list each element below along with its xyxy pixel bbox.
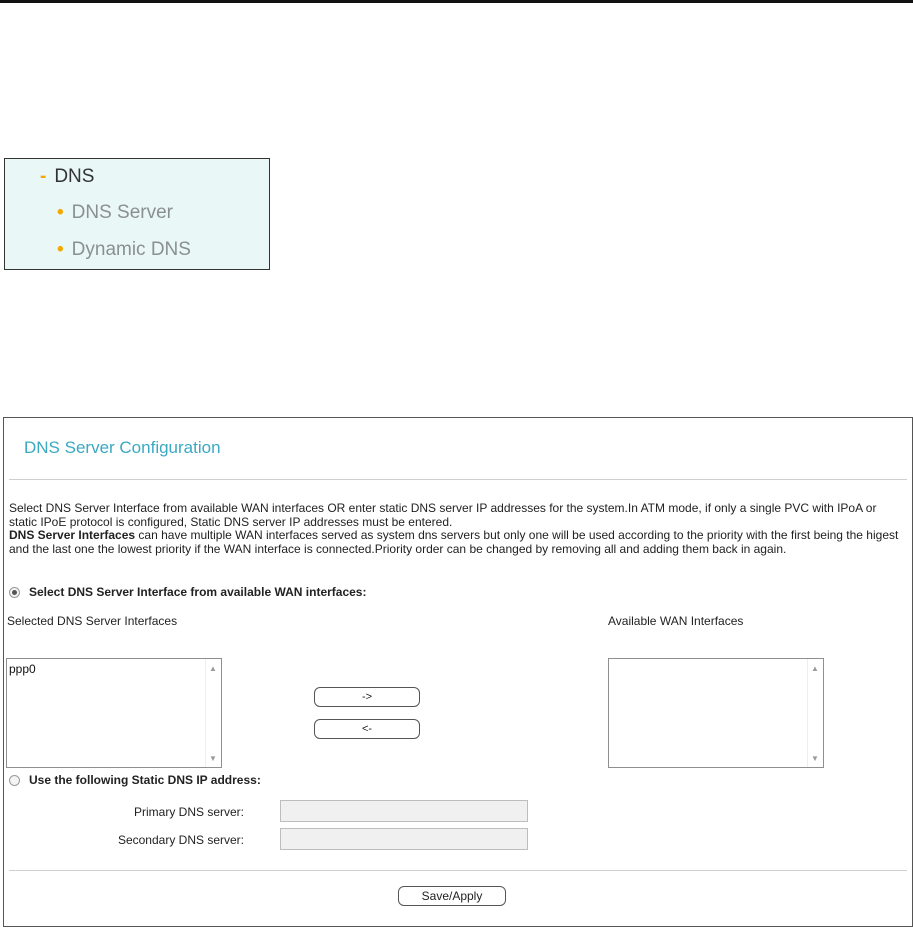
page-title: DNS Server Configuration (24, 438, 221, 457)
nav-menu (4, 158, 270, 270)
radio-static-dns[interactable] (9, 775, 20, 786)
bullet-icon: • (57, 239, 64, 260)
description-line-2: can have multiple WAN interfaces served as system dns servers but only one will be used according to the priority with the first being the higest and the last one the lowest priority if the WAN interface is connected.Priority order can be changed by removing all and adding them back in again. (9, 528, 899, 556)
radio-wan-interface[interactable] (9, 587, 20, 598)
collapse-dash-icon: - (40, 166, 47, 187)
selected-interfaces-listbox[interactable] (6, 658, 222, 768)
scrollbar[interactable] (807, 659, 823, 767)
bullet-icon: • (57, 202, 64, 223)
scroll-up-icon[interactable]: ▲ (811, 664, 819, 673)
dns-server-config-panel (3, 417, 913, 927)
remove-interface-button[interactable]: <- (314, 719, 420, 739)
nav-item-dns[interactable] (40, 166, 94, 188)
radio-wan-label: Select DNS Server Interface from available WAN interfaces: (29, 585, 367, 599)
add-interface-button[interactable]: -> (314, 687, 420, 707)
nav-item-dns-server[interactable] (57, 202, 173, 224)
nav-item-dns-server-label: DNS Server (71, 202, 174, 223)
divider (9, 870, 907, 871)
nav-item-dynamic-dns-label: Dynamic DNS (71, 239, 191, 260)
primary-dns-label: Primary DNS server: (133, 805, 244, 819)
description-bold: DNS Server Interfaces (9, 528, 136, 542)
top-rule (0, 0, 913, 3)
secondary-dns-label: Secondary DNS server: (117, 833, 244, 847)
save-apply-button[interactable]: Save/Apply (398, 886, 506, 906)
radio-row-wan[interactable] (9, 585, 366, 599)
description-line-1: Select DNS Server Interface from available WAN interfaces OR enter static DNS server IP addresses for the system.In ATM mode, if only a single PVC with IPoA or static IPoE protocol is configured, Static DNS server IP addresses must be entered. (9, 501, 877, 529)
scrollbar[interactable] (205, 659, 221, 767)
radio-row-static[interactable] (9, 773, 261, 787)
available-interfaces-label: Available WAN Interfaces (608, 614, 744, 628)
scroll-up-icon[interactable]: ▲ (209, 664, 217, 673)
available-interfaces-listbox[interactable] (608, 658, 824, 768)
description (9, 502, 899, 556)
secondary-dns-input[interactable] (280, 828, 528, 850)
selected-interfaces-label: Selected DNS Server Interfaces (7, 614, 178, 628)
nav-item-dns-label: DNS (54, 166, 95, 187)
scroll-down-icon[interactable]: ▼ (811, 754, 819, 763)
list-item[interactable]: ppp0 (9, 662, 36, 676)
nav-item-dynamic-dns[interactable] (57, 239, 191, 261)
divider (9, 479, 907, 480)
radio-static-label: Use the following Static DNS IP address: (29, 773, 261, 787)
scroll-down-icon[interactable]: ▼ (209, 754, 217, 763)
primary-dns-input[interactable] (280, 800, 528, 822)
